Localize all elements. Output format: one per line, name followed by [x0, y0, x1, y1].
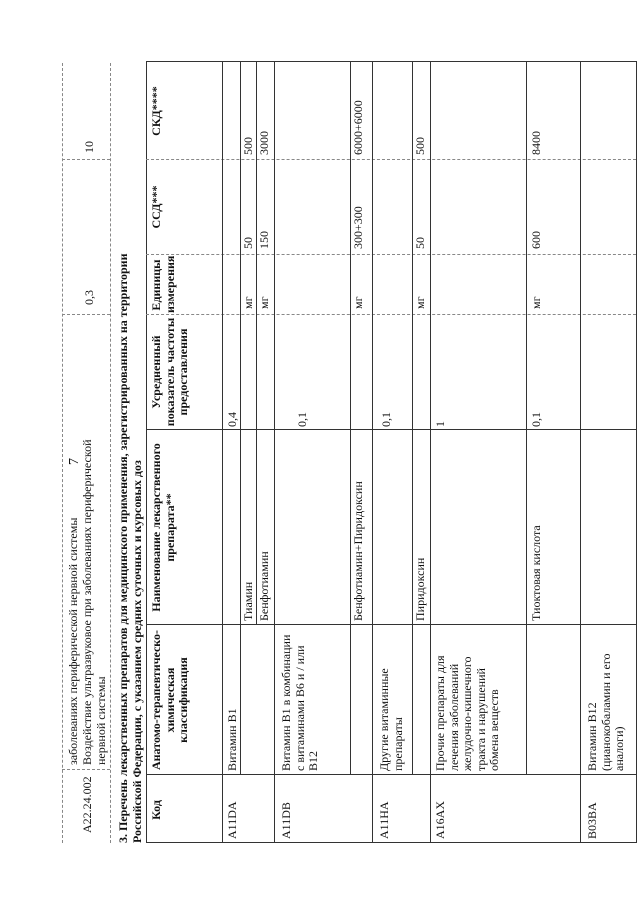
header-bottom: [222, 61, 223, 843]
header-unit: Единицы измерения: [149, 255, 177, 313]
col-separator: [146, 624, 636, 625]
cell-atc: Другие витаминные препараты: [377, 668, 405, 771]
cell-ssd: 600: [529, 231, 543, 249]
col-separator: [146, 774, 636, 775]
col-separator: [146, 159, 636, 160]
cell-skd: 500: [413, 137, 427, 155]
cell-freq: 0,1: [379, 412, 393, 427]
cell-name: Бенфотиамин+Пиридоксин: [351, 481, 365, 621]
top-desc-line2: Воздействие ультразвуковое при заболеваниях периферической: [80, 439, 94, 765]
header-atc: Анатомо-терапевтическо-химическая классификация: [149, 629, 190, 771]
section-title-line2: Российской Федерации, с указанием средних суточных и курсовых доз: [130, 460, 144, 843]
top-table-border-bottom: [110, 63, 111, 843]
cell-unit: мг: [351, 296, 365, 309]
top-desc-line1: заболеваниях периферической нервной системы: [66, 517, 80, 765]
cell-ssd: 50: [413, 237, 427, 249]
header-skd: СКД****: [149, 86, 163, 136]
cell-code: A16AX: [433, 801, 447, 839]
table-border-top: [146, 61, 147, 843]
row-divider: [412, 62, 413, 775]
cell-unit: мг: [241, 296, 255, 309]
table-border-left: [146, 842, 636, 843]
page-number: 7: [67, 458, 82, 465]
cell-name: Тиоктовая кислота: [529, 525, 543, 621]
top-count: 10: [82, 141, 96, 153]
cell-unit: мг: [529, 296, 543, 309]
cell-ssd: 50: [241, 237, 255, 249]
row-divider: [240, 62, 241, 775]
cell-code: B03BA: [585, 802, 599, 839]
row-divider: [372, 62, 373, 843]
cell-code: A11DA: [225, 801, 239, 839]
row-divider: [580, 62, 581, 843]
cell-freq: 0,1: [295, 412, 309, 427]
row-divider: [430, 62, 431, 843]
cell-unit: мг: [257, 296, 271, 309]
header-name: Наименование лекарственного препарата**: [149, 443, 177, 612]
section-title-line1: 3. Перечень лекарственных препаратов для медицинского применения, зарегистрированных на территории: [116, 253, 130, 843]
top-freq: 0,3: [82, 290, 96, 305]
top-table-divider: [62, 314, 110, 315]
row-divider: [526, 62, 527, 775]
cell-skd: 3000: [257, 131, 271, 155]
cell-unit: мг: [413, 296, 427, 309]
col-separator: [146, 429, 636, 430]
col-separator: [146, 314, 636, 315]
header-code: Код: [149, 800, 163, 820]
cell-freq: 0,4: [225, 412, 239, 427]
cell-code: A11DB: [279, 802, 293, 839]
table-border-right: [146, 61, 636, 62]
top-table-divider: [62, 159, 110, 160]
top-code: A22.24.002: [80, 776, 94, 833]
cell-skd: 500: [241, 137, 255, 155]
cell-name: Пиридоксин: [413, 557, 427, 621]
cell-code: A11HA: [377, 801, 391, 839]
cell-atc: Витамин B1 в комбинации с витаминами B6 и / или B12: [279, 634, 320, 771]
header-ssd: ССД***: [149, 185, 163, 229]
cell-ssd: 150: [257, 231, 271, 249]
top-desc-line3: нервной системы: [94, 676, 108, 765]
header-freq: Усредненный показатель частоты предоставления: [149, 317, 190, 427]
cell-name: Тиамин: [241, 581, 255, 621]
cell-atc: Витамин B12 (цианокобаламин и его аналоги): [585, 653, 626, 771]
top-table-divider: [62, 769, 110, 770]
cell-ssd: 300+300: [351, 206, 365, 249]
col-separator: [146, 254, 636, 255]
cell-atc: Витамин B1: [225, 708, 239, 771]
top-table-border-top: [62, 63, 63, 843]
cell-freq: 0,1: [529, 412, 543, 427]
cell-atc: Прочие препараты для лечения заболеваний желудочно-кишечного тракта и нарушений обмена веществ: [433, 655, 501, 771]
cell-freq: 1: [433, 421, 447, 427]
row-divider: [350, 62, 351, 775]
cell-skd: 8400: [529, 131, 543, 155]
row-divider: [274, 62, 275, 843]
table-border-bottom: [636, 61, 637, 843]
cell-skd: 6000+6000: [351, 100, 365, 155]
cell-name: Бенфотиамин: [257, 551, 271, 621]
